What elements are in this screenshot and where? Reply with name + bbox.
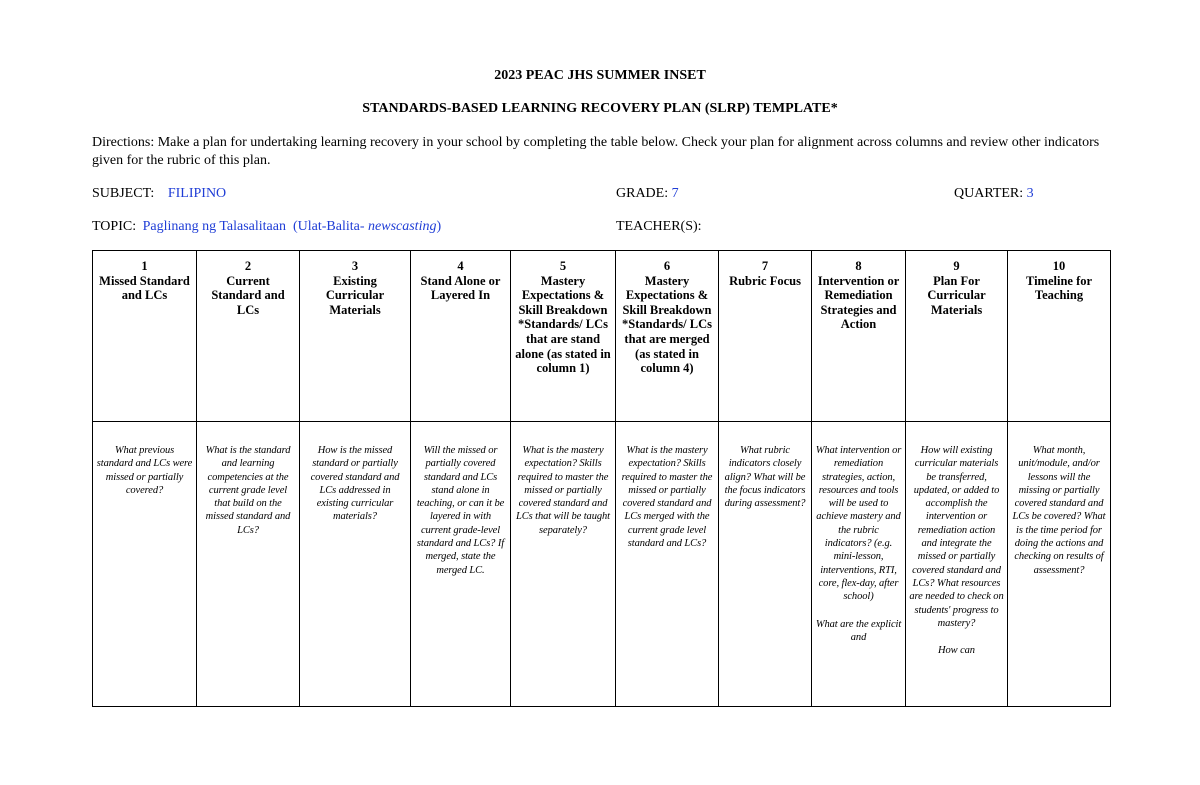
guide-cell-5 xyxy=(511,422,616,707)
column-number: 7 xyxy=(761,259,769,273)
column-header-3 xyxy=(300,251,411,422)
guide-text: What is the standard and learning competencies at the current grade level that build on the missed standard and LCs? xyxy=(205,445,291,536)
column-number: 4 xyxy=(457,259,464,273)
quarter-label: QUARTER: xyxy=(954,186,1024,201)
column-number: 6 xyxy=(663,259,671,273)
column-number: 5 xyxy=(559,259,567,273)
table-header-row xyxy=(93,251,1111,422)
column-title: Current Standard and LCs xyxy=(211,273,285,317)
column-header-2 xyxy=(197,251,300,422)
column-header-1 xyxy=(93,251,197,422)
guide-cell-9 xyxy=(906,422,1008,707)
subject-value: FILIPINO xyxy=(167,186,227,201)
teacher-label: TEACHER(S): xyxy=(616,219,702,234)
guide-text: What is the mastery expectation? Skills required to master the missed or partially covered standard and LCs that will be taught separately? xyxy=(516,445,610,536)
guide-text: What previous standard and LCs were missed or partially covered? xyxy=(96,445,193,496)
quarter-field xyxy=(954,186,1034,202)
guide-text: How is the missed standard or partially covered standard and LCs addressed in existing curricular materials? xyxy=(310,445,400,523)
column-header-7 xyxy=(719,251,812,422)
topic-field xyxy=(92,219,441,235)
guide-text: Will the missed or partially covered standard and LCs stand alone in teaching, or can it be layered in with current grade-level standard and LCs? If merged, state the merged LC. xyxy=(416,445,505,576)
grade-label: GRADE: xyxy=(616,186,669,201)
column-number: 9 xyxy=(953,259,960,273)
guide-text: What intervention or remediation strategies, action, resources and tools will be used to achieve mastery and the rubric indicators? (e.g. mini-lesson, interventions, RTI, core, flex-day, after school) xyxy=(815,445,902,603)
table-guide-row xyxy=(93,422,1111,707)
guide-text: How will existing curricular materials be transferred, updated, or added to accomplish the intervention or remediation action and integrate the missed or partially covered standard and LCs? What resources are needed to check on students' progress to mastery? xyxy=(909,445,1004,629)
column-header-4 xyxy=(411,251,511,422)
document-subtitle: STANDARDS-BASED LEARNING RECOVERY PLAN (SLRP) TEMPLATE* xyxy=(362,101,838,116)
column-header-9 xyxy=(906,251,1008,422)
grade-field xyxy=(616,186,679,202)
column-title: Intervention or Remediation Strategies and Action xyxy=(817,273,900,332)
guide-cell-3 xyxy=(300,422,411,707)
guide-cell-6 xyxy=(616,422,719,707)
guide-cell-1 xyxy=(93,422,197,707)
column-header-5 xyxy=(511,251,616,422)
topic-value-italic: newscasting xyxy=(368,219,437,234)
topic-value-main: Paglinang ng Talasalitaan (Ulat-Balita- xyxy=(142,219,369,234)
guide-text-continued: How can xyxy=(938,645,975,657)
column-number: 10 xyxy=(1052,259,1066,273)
column-number: 3 xyxy=(351,259,359,273)
column-header-8 xyxy=(812,251,906,422)
slrp-table xyxy=(92,250,1111,707)
column-title: Stand Alone or Layered In xyxy=(420,273,501,303)
column-number: 2 xyxy=(244,259,252,273)
guide-text: What is the mastery expectation? Skills required to master the missed or partially covered standard and LCs merged with the current grade level standard and LCs? xyxy=(621,445,713,550)
column-title: Mastery Expectations & Skill Breakdown *Standards/ LCs that are merged (as stated in column 4) xyxy=(622,273,712,376)
guide-cell-4 xyxy=(411,422,511,707)
grade-value: 7 xyxy=(671,186,679,201)
topic-label: TOPIC: xyxy=(92,219,137,234)
subject-label: SUBJECT: xyxy=(92,186,155,201)
guide-cell-2 xyxy=(197,422,300,707)
document-title: 2023 PEAC JHS SUMMER INSET xyxy=(494,68,706,83)
quarter-value: 3 xyxy=(1026,186,1034,201)
column-title: Existing Curricular Materials xyxy=(325,273,385,317)
column-number: 8 xyxy=(855,259,862,273)
guide-cell-7 xyxy=(719,422,812,707)
column-title: Rubric Focus xyxy=(729,273,801,288)
guide-text: What month, unit/module, and/or lessons will the missing or partially covered standard and LCs be covered? What is the time period for doing the actions and checking on results of assessment? xyxy=(1012,445,1106,576)
column-title: Timeline for Teaching xyxy=(1025,273,1093,303)
guide-cell-10 xyxy=(1008,422,1111,707)
column-title: Missed Standard and LCs xyxy=(99,273,190,303)
topic-value-end: ) xyxy=(436,219,442,234)
column-header-10 xyxy=(1008,251,1111,422)
column-number: 1 xyxy=(141,259,148,273)
column-header-6 xyxy=(616,251,719,422)
guide-text: What rubric indicators closely align? What will be the focus indicators during assessment? xyxy=(724,445,806,510)
subject-field xyxy=(92,186,226,202)
directions-text: Directions: Make a plan for undertaking learning recovery in your school by completing the table below. Check your plan for alignment across columns and review other indicators given for the rubric of this plan. xyxy=(92,135,1100,168)
teacher-field xyxy=(616,219,702,235)
guide-cell-8 xyxy=(812,422,906,707)
column-title: Plan For Curricular Materials xyxy=(927,273,986,317)
topic-value xyxy=(143,219,442,234)
column-title: Mastery Expectations & Skill Breakdown *Standards/ LCs that are stand alone (as stated in column 1) xyxy=(515,273,611,376)
guide-text-continued: What are the explicit and xyxy=(815,618,902,643)
